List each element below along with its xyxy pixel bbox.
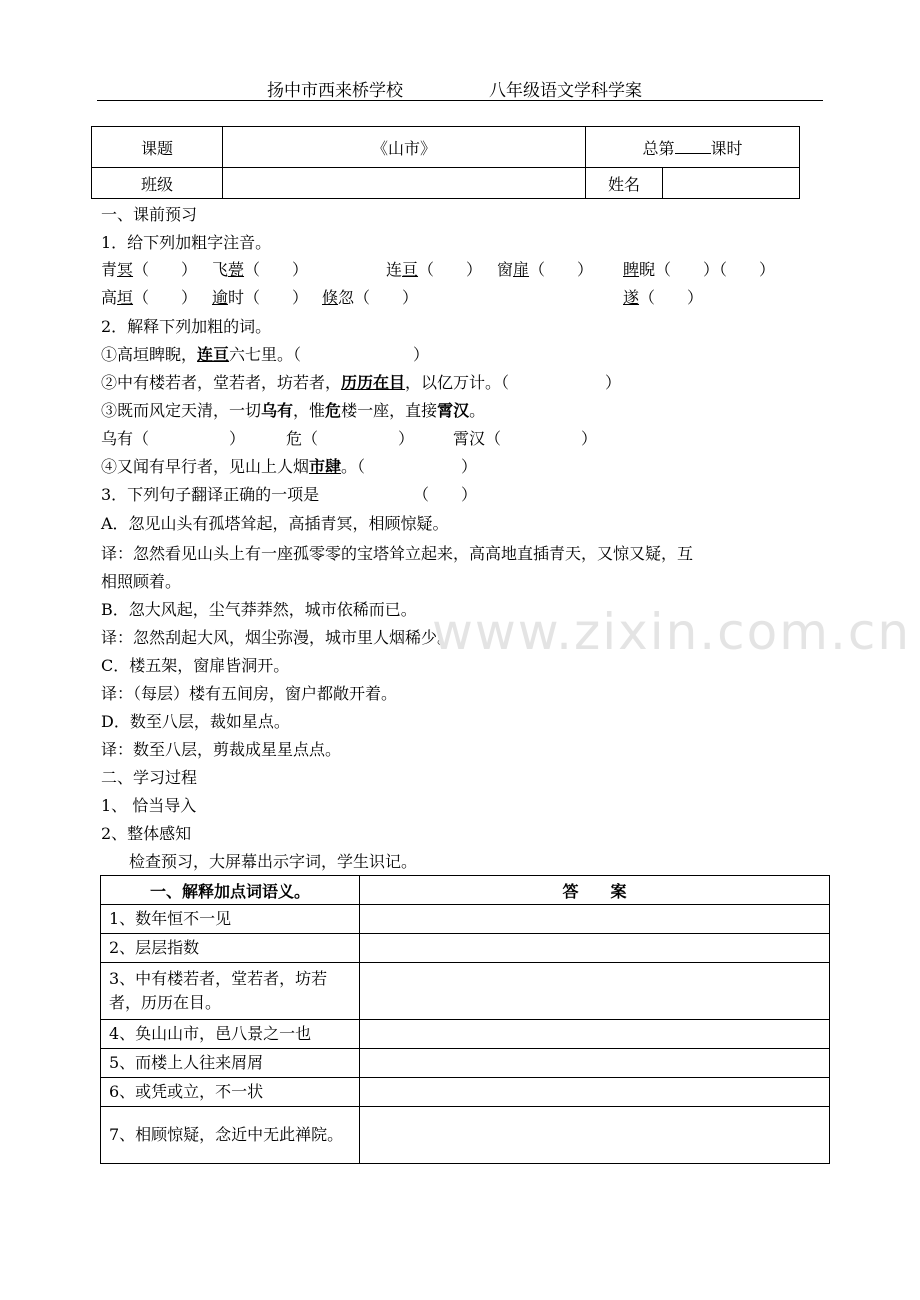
answer-row-prompt: 1、数年恒不一见 bbox=[101, 905, 360, 934]
period-blank[interactable] bbox=[675, 139, 711, 154]
text: 。（ ） bbox=[341, 457, 478, 476]
answer-row-prompt: 2、层层指数 bbox=[101, 934, 360, 963]
q2-line2 bbox=[101, 372, 621, 394]
q3-title: 3．下列句子翻译正确的一项是 bbox=[101, 485, 320, 504]
q3-option-c: C．楼五架，窗扉皆洞开。 bbox=[101, 656, 290, 675]
answer-row-prompt: 5、而楼上人往来屑屑 bbox=[101, 1049, 360, 1078]
bold-char: 睥 bbox=[623, 260, 640, 279]
bold-char: 倏 bbox=[322, 288, 339, 307]
q3-option-b: B．忽大风起，尘气莽莽然，城市依稀而已。 bbox=[101, 600, 417, 619]
q2-title: 2．解释下列加粗的词。 bbox=[101, 317, 272, 336]
step-intro: 1、 恰当导入 bbox=[101, 796, 197, 815]
pinyin-item bbox=[101, 259, 197, 281]
item-paren: （ ） bbox=[244, 260, 309, 279]
q2-line1 bbox=[101, 344, 429, 366]
bold-char: 遂 bbox=[623, 288, 640, 307]
answer-row-prompt: 6、或凭或立，不一状 bbox=[101, 1078, 360, 1107]
pinyin-item bbox=[212, 287, 308, 309]
q1-title: 1．给下列加粗字注音。 bbox=[101, 233, 272, 252]
bold-word: 市肆 bbox=[309, 457, 342, 476]
pinyin-item bbox=[623, 287, 703, 309]
period-prefix: 总第 bbox=[642, 138, 675, 158]
q2-blank-wei: 危（ ） bbox=[286, 429, 415, 448]
answer-row-prompt: 4、奂山山市，邑八景之一也 bbox=[101, 1020, 360, 1049]
answer-table bbox=[100, 875, 830, 1164]
item-pre: 窗 bbox=[497, 260, 514, 279]
answer-row-prompt: 3、中有楼若者，堂若者，坊若者，历历在目。 bbox=[101, 963, 360, 1020]
q3-option-a-translation-cont: 相照顾着。 bbox=[101, 572, 182, 591]
info-table bbox=[91, 126, 800, 199]
pinyin-item bbox=[212, 259, 308, 281]
q2-line3 bbox=[101, 400, 485, 422]
bold-char: 逾 bbox=[212, 288, 229, 307]
bold-word: 霄汉 bbox=[437, 401, 470, 420]
answer-row-prompt: 7、相顾惊疑，念近中无此禅院。 bbox=[101, 1107, 360, 1164]
q3-option-c-translation: 译：（每层）楼有五间房，窗户都敞开着。 bbox=[101, 684, 398, 703]
class-label: 班级 bbox=[92, 168, 223, 199]
item-paren: 睨（ ）（ ） bbox=[639, 260, 776, 279]
name-field[interactable] bbox=[663, 168, 800, 199]
text: ②中有楼若者，堂若者，坊若者， bbox=[101, 373, 342, 392]
answer-cell[interactable] bbox=[360, 905, 830, 934]
text: ④又闻有早行者，见山上人烟 bbox=[101, 457, 310, 476]
answer-cell[interactable] bbox=[360, 1049, 830, 1078]
bold-word: 连亘 bbox=[197, 345, 230, 364]
answer-cell[interactable] bbox=[360, 1078, 830, 1107]
q3-option-a-translation: 译：忽然看见山头上有一座孤零零的宝塔耸立起来，高高地直插青天，又惊又疑，互 bbox=[101, 544, 694, 563]
subject-name: 八年级语文学科学案 bbox=[489, 81, 642, 101]
item-paren: （ ） bbox=[418, 260, 483, 279]
item-pre: 连 bbox=[386, 260, 403, 279]
item-paren: 忽（ ） bbox=[338, 288, 419, 307]
topic-label: 课题 bbox=[92, 127, 223, 168]
topic-value: 《山市》 bbox=[223, 127, 586, 168]
bold-char: 甍 bbox=[228, 260, 245, 279]
item-pre: 飞 bbox=[212, 260, 229, 279]
pinyin-item bbox=[497, 259, 593, 281]
answer-cell[interactable] bbox=[360, 1020, 830, 1049]
text: 楼一座，直接 bbox=[341, 401, 438, 420]
period-suffix: 课时 bbox=[710, 138, 743, 158]
item-paren: （ ） bbox=[639, 288, 704, 307]
text: ①高垣睥睨， bbox=[101, 345, 198, 364]
bold-word: 历历在目 bbox=[341, 373, 406, 392]
bold-char: 扉 bbox=[513, 260, 530, 279]
q3-option-d-translation: 译：数至八层，剪裁成星星点点。 bbox=[101, 740, 342, 759]
q2-line5 bbox=[101, 456, 477, 478]
answer-table-head-left: 一、解释加点词语义。 bbox=[101, 876, 360, 905]
answer-cell[interactable] bbox=[360, 934, 830, 963]
header-rule bbox=[97, 100, 823, 101]
q3-option-b-translation: 译：忽然刮起大风，烟尘弥漫，城市里人烟稀少。 bbox=[101, 628, 454, 647]
answer-table-head-right: 答 案 bbox=[360, 876, 830, 905]
item-pre: 高 bbox=[101, 288, 118, 307]
item-paren: 时（ ） bbox=[228, 288, 309, 307]
bold-char: 冥 bbox=[117, 260, 134, 279]
name-label: 姓名 bbox=[586, 168, 663, 199]
text: 。 bbox=[469, 401, 486, 420]
bold-word: 乌有 bbox=[261, 401, 294, 420]
text: 六七里。（ ） bbox=[229, 345, 430, 364]
answer-cell[interactable] bbox=[360, 1107, 830, 1164]
pinyin-item bbox=[101, 287, 197, 309]
text: ③既而风定天清，一切 bbox=[101, 401, 262, 420]
bold-word: 危 bbox=[325, 401, 342, 420]
section1-title: 一、课前预习 bbox=[101, 205, 198, 224]
text: ，惟 bbox=[293, 401, 326, 420]
text: ，以亿万计。（ ） bbox=[405, 373, 622, 392]
page-header bbox=[0, 76, 920, 100]
pinyin-item bbox=[322, 287, 418, 309]
q2-blank-wuyou: 乌有（ ） bbox=[101, 429, 246, 448]
answer-cell[interactable] bbox=[360, 963, 830, 1020]
q2-blank-xiaohan: 霄汉（ ） bbox=[453, 429, 598, 448]
section2-title: 二、学习过程 bbox=[101, 768, 198, 787]
bold-char: 垣 bbox=[117, 288, 134, 307]
pinyin-item bbox=[623, 259, 775, 281]
bold-char: 亘 bbox=[402, 260, 419, 279]
q3-option-d: D．数至八层，裁如星点。 bbox=[101, 712, 290, 731]
item-paren: （ ） bbox=[133, 260, 198, 279]
pinyin-item bbox=[386, 259, 482, 281]
item-pre: 青 bbox=[101, 260, 118, 279]
step-overview: 2、整体感知 bbox=[101, 824, 192, 843]
period-cell bbox=[586, 127, 800, 168]
q3-answer-paren: （ ） bbox=[413, 485, 478, 504]
class-field[interactable] bbox=[223, 168, 586, 199]
step-overview-text: 检查预习，大屏幕出示字词，学生识记。 bbox=[129, 852, 418, 871]
school-name: 扬中市西来桥学校 bbox=[267, 81, 403, 101]
watermark: www.zixin.com.cn bbox=[432, 603, 912, 661]
item-paren: （ ） bbox=[529, 260, 594, 279]
item-paren: （ ） bbox=[133, 288, 198, 307]
q3-option-a: A．忽见山头有孤塔耸起，高插青冥，相顾惊疑。 bbox=[101, 514, 449, 533]
